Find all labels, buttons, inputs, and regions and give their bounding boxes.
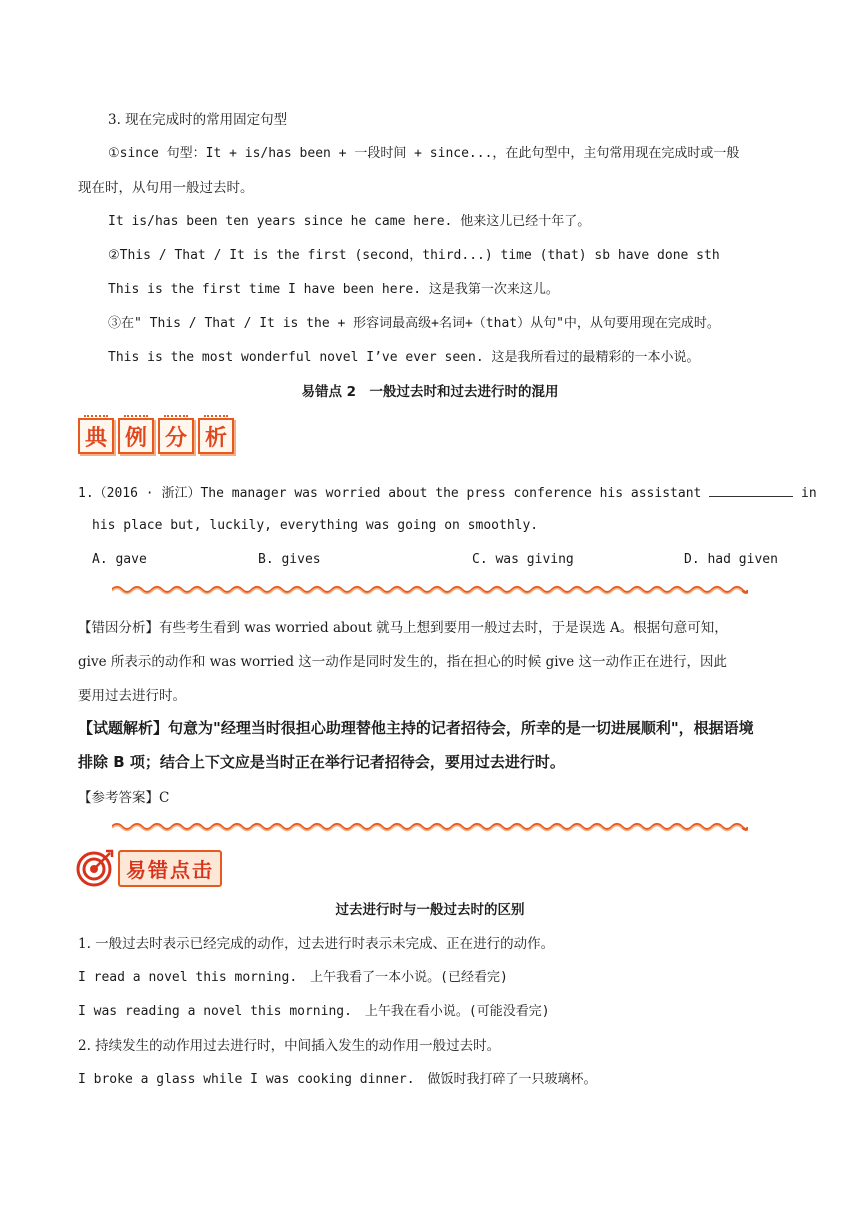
difference-1-example-a: I read a novel this morning. 上午我看了一本小说。(已经看完) bbox=[78, 970, 508, 985]
difference-1-example-b: I was reading a novel this morning. 上午我在看小说。(可能没看完) bbox=[78, 1004, 550, 1019]
banner-char-1: 典 bbox=[78, 418, 114, 454]
rule-1-text-cont: 现在时，从句用一般过去时。 bbox=[78, 180, 254, 196]
section-title: 过去进行时与一般过去时的区别 bbox=[335, 902, 525, 918]
example-analysis-banner bbox=[78, 418, 234, 454]
banner-char-2: 例 bbox=[118, 418, 154, 454]
error-point-banner-text: 易错点击 bbox=[118, 850, 222, 887]
rule-2-text: ②This / That / It is the first (second，third...) time (that) sb have done sth bbox=[108, 248, 720, 263]
example-3: This is the most wonderful novel I’ve ever seen. 这是我所看过的最精彩的一本小说。 bbox=[108, 350, 700, 365]
error-point-2-heading: 易错点 2 一般过去时和过去进行时的混用 bbox=[301, 384, 559, 400]
option-d: D. had given bbox=[684, 552, 778, 567]
difference-1: 1. 一般过去时表示已经完成的动作，过去进行时表示未完成、正在进行的动作。 bbox=[78, 936, 555, 952]
rule-3-text: ③在" This / That / It is the + 形容词最高级+名词+（that）从句"中，从句要用现在完成时。 bbox=[108, 316, 720, 331]
rule-1-text: ①since 句型：It + is/has been + 一段时间 + since...，在此句型中，主句常用现在完成时或一般 bbox=[108, 146, 740, 161]
question-lead: 1.（2016 · 浙江）The manager was worried about the press conference his assistant bbox=[78, 486, 702, 501]
wavy-divider bbox=[112, 822, 748, 832]
option-c: C. was giving bbox=[472, 552, 574, 567]
error-analysis-line-1: 【错因分析】有些考生看到 was worried about 就马上想到要用一般过去时，于是误选 A。根据句意可知， bbox=[78, 620, 728, 636]
option-b: B. gives bbox=[258, 552, 321, 567]
banner-char-4: 析 bbox=[198, 418, 234, 454]
question-explanation-line-1: 【试题解析】句意为"经理当时很担心助理替他主持的记者招待会，所幸的是一切进展顺利"，根据语境 bbox=[78, 719, 754, 737]
answer-blank bbox=[709, 482, 793, 497]
question-line-2: his place but, luckily, everything was going on smoothly. bbox=[92, 518, 539, 533]
example-2: This is the first time I have been here. 这是我第一次来这儿。 bbox=[108, 282, 559, 297]
difference-2: 2. 持续发生的动作用过去进行时，中间插入发生的动作用一般过去时。 bbox=[78, 1038, 501, 1054]
question-explanation-line-2: 排除 B 项；结合上下文应是当时正在举行记者招待会，要用过去进行时。 bbox=[78, 753, 565, 771]
question-tail: in bbox=[801, 486, 817, 501]
option-a: A. gave bbox=[92, 552, 147, 567]
wavy-divider bbox=[112, 585, 748, 595]
banner-char-3: 分 bbox=[158, 418, 194, 454]
example-1: It is/has been ten years since he came here. 他来这儿已经十年了。 bbox=[108, 214, 591, 229]
reference-answer: 【参考答案】C bbox=[78, 790, 170, 806]
target-icon bbox=[76, 849, 114, 887]
error-analysis-line-3: 要用过去进行时。 bbox=[78, 688, 186, 704]
difference-2-example: I broke a glass while I was cooking dinner. 做饭时我打碎了一只玻璃杯。 bbox=[78, 1072, 597, 1087]
error-analysis-line-2: give 所表示的动作和 was worried 这一动作是同时发生的，指在担心的时候 give 这一动作正在进行，因此 bbox=[78, 654, 727, 670]
error-point-banner bbox=[76, 848, 222, 888]
section-3-title: 3. 现在完成时的常用固定句型 bbox=[108, 112, 288, 128]
question-line-1 bbox=[78, 482, 817, 504]
